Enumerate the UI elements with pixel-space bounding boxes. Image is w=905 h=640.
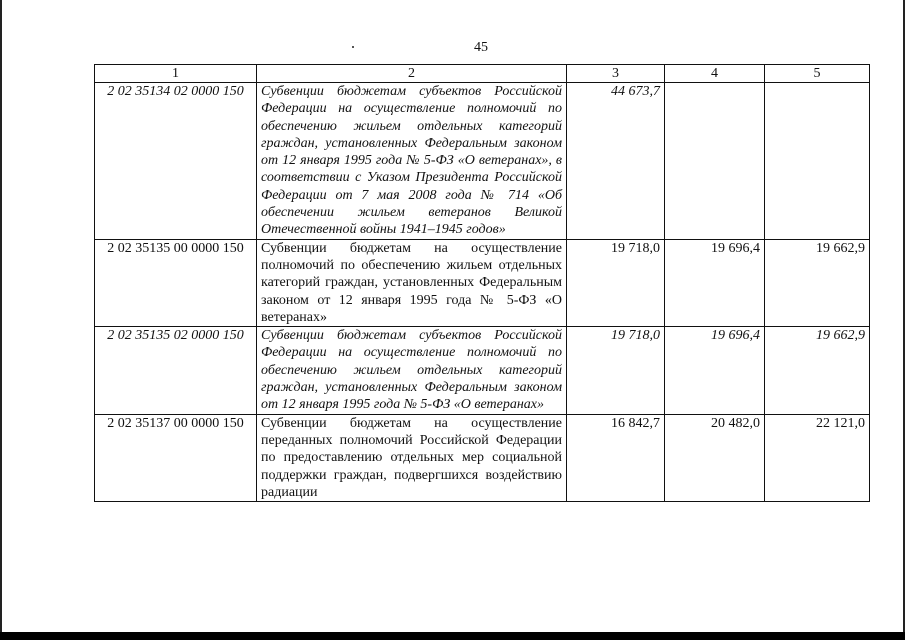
row-value-col-3: 16 842,7 [567, 414, 665, 501]
header-col-1: 1 [95, 65, 257, 83]
row-code: 2 02 35135 02 0000 150 [95, 327, 257, 414]
row-code: 2 02 35137 00 0000 150 [95, 414, 257, 501]
scan-edge-left [0, 0, 2, 640]
header-col-4: 4 [665, 65, 765, 83]
table-row [95, 414, 870, 501]
table-row [95, 239, 870, 326]
row-name: Субвенции бюджетам субъектов Российской Федерации на осуществление полномочий по обеспечению жильем отдельных категорий граждан, установленных Федеральным законом от 12 января 1995 года № 5-ФЗ «О ветеранах», в соответствии с Указом Президента Российской Федерации от 7 мая 2008 года № 714 «Об обеспечении жильем ветеранов Великой Отечественной войны 1941–1945 годов» [257, 83, 567, 240]
header-col-3: 3 [567, 65, 665, 83]
row-value-col-4: 20 482,0 [665, 414, 765, 501]
row-code: 2 02 35134 02 0000 150 [95, 83, 257, 240]
header-col-5: 5 [765, 65, 870, 83]
row-name: Субвенции бюджетам на осуществление полномочий по обеспечению жильем отдельных категорий граждан, установленных Федеральным законом от 12 января 1995 года № 5-ФЗ «О ветеранах» [257, 239, 567, 326]
scan-edge-bottom [0, 632, 905, 640]
row-value-col-3: 44 673,7 [567, 83, 665, 240]
table-header-row [95, 65, 870, 83]
row-value-col-4 [665, 83, 765, 240]
table-row [95, 327, 870, 414]
row-value-col-5: 22 121,0 [765, 414, 870, 501]
row-value-col-4: 19 696,4 [665, 327, 765, 414]
row-value-col-3: 19 718,0 [567, 239, 665, 326]
row-value-col-5 [765, 83, 870, 240]
row-code: 2 02 35135 00 0000 150 [95, 239, 257, 326]
budget-table [94, 64, 870, 502]
scan-speck [352, 46, 354, 48]
row-value-col-4: 19 696,4 [665, 239, 765, 326]
row-value-col-5: 19 662,9 [765, 239, 870, 326]
row-value-col-3: 19 718,0 [567, 327, 665, 414]
page-number: 45 [474, 40, 488, 55]
row-name: Субвенции бюджетам на осуществление переданных полномочий Российской Федерации по предоставлению отдельных мер социальной поддержки граждан, подвергшихся воздействию радиации [257, 414, 567, 501]
header-col-2: 2 [257, 65, 567, 83]
row-value-col-5: 19 662,9 [765, 327, 870, 414]
table-row [95, 83, 870, 240]
row-name: Субвенции бюджетам субъектов Российской Федерации на осуществление полномочий по обеспечению жильем отдельных категорий граждан, установленных Федеральным законом от 12 января 1995 года № 5-ФЗ «О ветеранах» [257, 327, 567, 414]
